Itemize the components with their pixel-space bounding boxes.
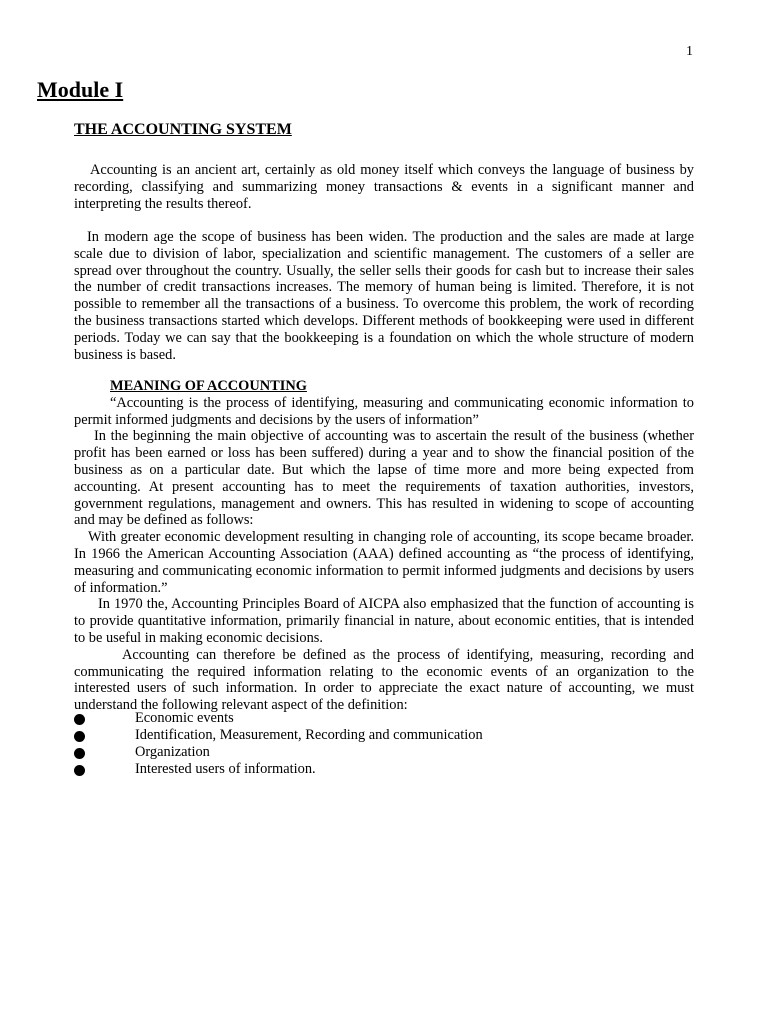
scope-paragraph: In modern age the scope of business has been widen. The production and the sales are made at large scale due to division of labor, specialization and scientific management. The customers of a seller are spread over throughout the country. Usually, the seller sells their goods for cash but to increase their sales the number of credit transactions increases. The memory of human being is limited. Therefore, it is not possible to remember all the transactions of a business. To overcome this problem, the work of recording the business transactions started which develops. Different methods of bookkeeping were used in different periods. Today we can say that the bookkeeping is a foundation on which the whole structure of modern business is based. bbox=[74, 229, 694, 363]
aicpa-paragraph: In 1970 the, Accounting Principles Board of AICPA also emphasized that the function of accounting is to provide quantitative information, primarily financial in nature, about economic entities, that is intended to be useful in making economic decisions. bbox=[74, 596, 694, 646]
page-number: 1 bbox=[686, 44, 693, 59]
objective-paragraph: In the beginning the main objective of accounting was to ascertain the result of the business (whether profit has been earned or loss has been suffered) during a year and to show the financial position of the business as on a particular date. But which the lapse of time more and more being expected from accounting. At present accounting has to meet the requirements of taxation authorities, investors, government regulations, management and owners. This has resulted in widening to scope of accounting and may be defined as follows: bbox=[74, 428, 694, 529]
list-item-text: Organization bbox=[135, 744, 210, 760]
list-item bbox=[74, 727, 694, 744]
list-item-text: Economic events bbox=[135, 710, 234, 726]
list-item-text: Identification, Measurement, Recording and communication bbox=[135, 727, 483, 743]
intro-paragraph: Accounting is an ancient art, certainly as old money itself which conveys the language of business by recording, classifying and summarizing money transactions & events in a significant manner and interpreting the results thereof. bbox=[74, 162, 694, 212]
bullet-icon bbox=[74, 714, 85, 725]
section-title: THE ACCOUNTING SYSTEM bbox=[74, 121, 292, 138]
bullet-icon bbox=[74, 748, 85, 759]
meaning-heading: MEANING OF ACCOUNTING bbox=[110, 378, 307, 394]
definition-aspects-list bbox=[74, 710, 694, 778]
bullet-icon bbox=[74, 731, 85, 742]
bullet-icon bbox=[74, 765, 85, 776]
definition-paragraph: Accounting can therefore be defined as the process of identifying, measuring, recording and communicating the required information relating to the economic events of an organization to the interested users of such information. In order to appreciate the exact nature of accounting, we must understand the following relevant aspect of the definition: bbox=[74, 646, 694, 714]
definition-quote: “Accounting is the process of identifying, measuring and communicating economic information to permit informed judgments and decisions by the users of information” bbox=[74, 394, 694, 428]
list-item bbox=[74, 744, 694, 761]
aaa-paragraph: With greater economic development resulting in changing role of accounting, its scope became broader. In 1966 the American Accounting Association (AAA) defined accounting as “the process of identifying, measuring and communicating economic information to permit informed judgments and decisions by users of information.” bbox=[74, 529, 694, 596]
list-item bbox=[74, 761, 694, 778]
list-item-text: Interested users of information. bbox=[135, 761, 316, 777]
list-item bbox=[74, 710, 694, 727]
module-title: Module I bbox=[37, 77, 124, 102]
meaning-section bbox=[74, 378, 694, 714]
